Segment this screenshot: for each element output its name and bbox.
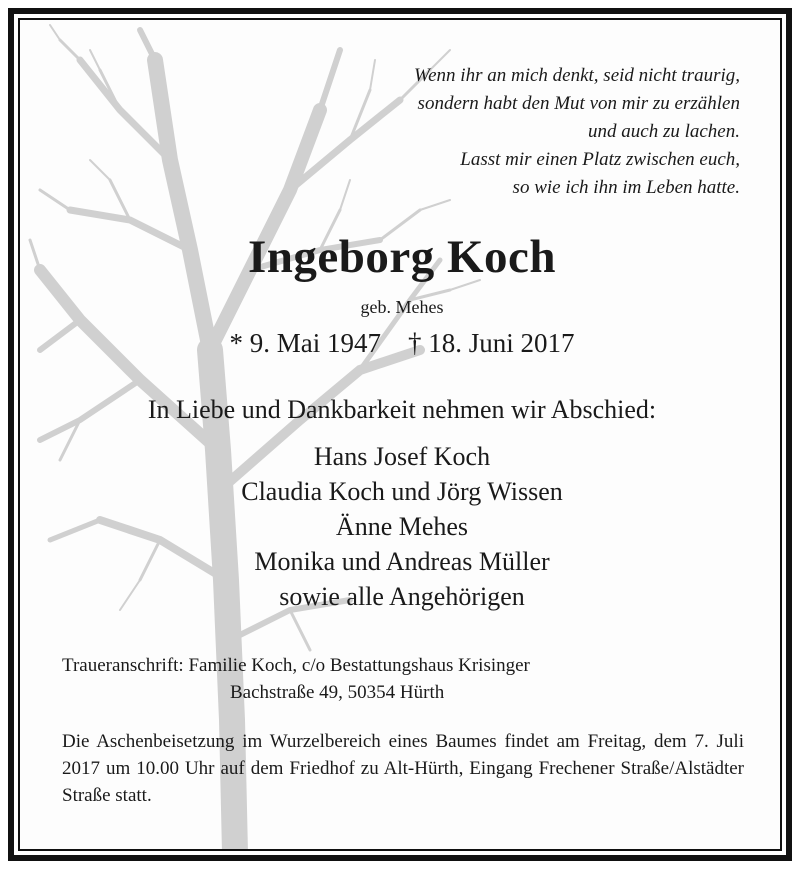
address-line: Traueranschrift: Familie Koch, c/o Bestattungshaus Krisinger bbox=[62, 655, 530, 676]
mourning-address bbox=[62, 652, 530, 706]
poem-line: so wie ich ihn im Leben hatte. bbox=[512, 177, 740, 198]
mourner: Monika und Andreas Müller bbox=[254, 547, 550, 576]
mourner: Claudia Koch und Jörg Wissen bbox=[241, 477, 563, 506]
mourner: sowie alle Angehörigen bbox=[279, 582, 525, 611]
mourner: Hans Josef Koch bbox=[313, 442, 491, 471]
obituary-content bbox=[20, 20, 782, 851]
mourners-list bbox=[20, 439, 782, 614]
farewell-text: In Liebe und Dankbarkeit nehmen wir Abschied: bbox=[147, 395, 657, 424]
poem-line: und auch zu lachen. bbox=[588, 121, 740, 142]
poem-line: sondern habt den Mut von mir zu erzählen bbox=[417, 93, 740, 114]
mourner: Änne Mehes bbox=[335, 512, 469, 541]
burial-notice: Die Aschenbeisetzung im Wurzelbereich eines Baumes findet am Freitag, dem 7. Juli 2017 um 10.00 Uhr auf dem Friedhof zu Alt-Hürth, Eingang Frechener Straße/Alstädter Straße statt. bbox=[62, 731, 744, 806]
poem-line: Wenn ihr an mich denkt, seid nicht traurig, bbox=[414, 65, 740, 86]
poem bbox=[240, 62, 740, 202]
obituary-card bbox=[18, 18, 782, 851]
poem-line: Lasst mir einen Platz zwischen euch, bbox=[460, 149, 740, 170]
life-dates: * 9. Mai 1947 † 18. Juni 2017 bbox=[229, 328, 575, 358]
deceased-name: Ingeborg Koch bbox=[247, 231, 557, 283]
address-line: Bachstraße 49, 50354 Hürth bbox=[230, 682, 445, 703]
maiden-name: geb. Mehes bbox=[360, 297, 444, 317]
